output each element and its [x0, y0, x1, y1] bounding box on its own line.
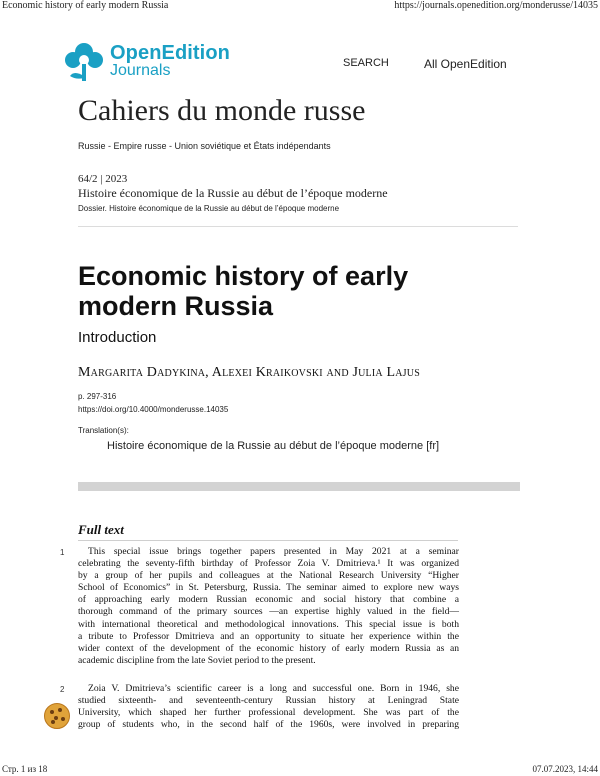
- paragraph-line: group of students who, in the second half of the 1960s, were involved in preparing: [78, 719, 459, 731]
- article-subtitle: Introduction: [78, 329, 157, 346]
- issue-number[interactable]: 64/2 | 2023: [78, 173, 128, 185]
- paragraph-line: a tribute to Professor Dmitrieva and an opportunity to situate her experience within the: [78, 630, 459, 642]
- brand-journals[interactable]: Journals: [110, 62, 171, 79]
- search-link[interactable]: SEARCH: [343, 57, 389, 69]
- paragraph-line: thorough command of the primary sources —an expertise highly valued in the field—: [78, 606, 459, 618]
- cookie-icon[interactable]: [44, 703, 70, 729]
- paragraph-line: with international theoretical and methodological innovations. This special issue is both: [78, 618, 459, 630]
- paragraph-line: This special issue brings together papers presented in May 2021 at a seminar: [88, 546, 459, 557]
- dossier-label[interactable]: Dossier. Histoire économique de la Russie au début de l’époque moderne: [78, 204, 340, 213]
- article-authors[interactable]: Margarita Dadykina, Alexei Kraikovski and Julia Lajus: [78, 365, 420, 380]
- print-header-url: https://journals.openedition.org/monderusse/14035: [394, 0, 598, 11]
- doi-link[interactable]: https://doi.org/10.4000/monderusse.14035: [78, 405, 229, 414]
- article-title-line: Economic history of early: [78, 261, 409, 291]
- brand-name[interactable]: OpenEdition: [110, 42, 230, 64]
- paragraph-line: of approaching early modern Russian economic and social history that combine a: [78, 594, 459, 606]
- divider: [78, 226, 518, 227]
- all-openedition-link[interactable]: All OpenEdition: [424, 57, 507, 71]
- translation-label: Translation(s):: [78, 426, 129, 435]
- paragraph-line: celebrating the seventy-fifth birthday of Professor Zoia V. Dmitrieva.¹ It was organized: [78, 558, 459, 570]
- paragraph-number: 1: [60, 548, 65, 557]
- article-title: [78, 261, 498, 321]
- paragraph-line: Zoia V. Dmitrieva’s scientific career is a long and successful one. Born in 1946, she: [88, 683, 459, 694]
- paragraph-line: academic discipline from the late Soviet period to the present.: [78, 654, 316, 666]
- paragraph-line: University, which shaped her further professional development. She was part of the: [78, 707, 459, 719]
- paragraph-line: studied sixteenth- and seventeenth-century Russian history at Leningrad State: [78, 695, 459, 707]
- print-timestamp: 07.07.2023, 14:44: [532, 764, 598, 774]
- section-bar: [78, 482, 520, 491]
- full-text-heading: Full text: [78, 522, 124, 537]
- issue-title[interactable]: Histoire économique de la Russie au début de l’époque moderne: [78, 186, 388, 200]
- article-title-line: modern Russia: [78, 291, 274, 321]
- paragraph-line: wider context of the development of the economic history of early modern Russia as an: [78, 642, 459, 654]
- translation-link[interactable]: Histoire économique de la Russie au début de l’époque moderne [fr]: [107, 440, 440, 452]
- page-range: p. 297-316: [78, 392, 117, 401]
- journal-subtitle: Russie - Empire russe - Union soviétique et États indépendants: [78, 141, 331, 151]
- journal-title[interactable]: Cahiers du monde russe: [78, 94, 366, 127]
- openedition-flower-icon[interactable]: [62, 40, 106, 86]
- page-counter: Стр. 1 из 18: [2, 764, 48, 774]
- paragraph: [78, 546, 459, 667]
- print-header-title: Economic history of early modern Russia: [2, 0, 169, 11]
- paragraph: [78, 683, 459, 731]
- paragraph-number: 2: [60, 685, 65, 694]
- heading-rule: [78, 540, 458, 541]
- paragraph-line: School of Economics” in St. Petersburg, Russia. The seminar aimed to explore new ways: [78, 582, 459, 594]
- paragraph-line: by a group of her pupils and colleagues at the National Research University “Higher: [78, 570, 459, 582]
